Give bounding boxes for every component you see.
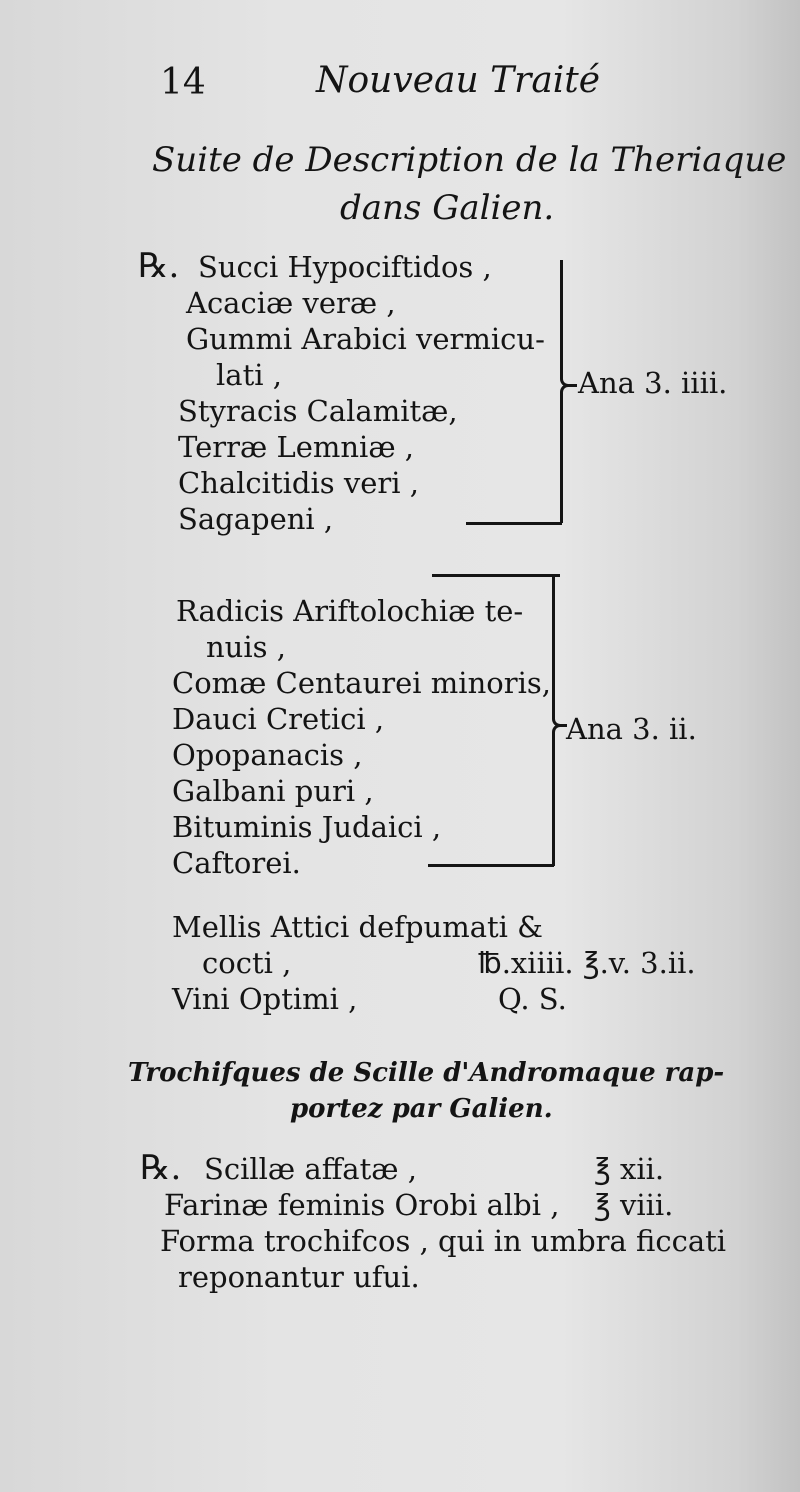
ingredient-line: Styracis Calamitæ,	[178, 394, 458, 428]
dose-label: ℥ viii.	[594, 1188, 674, 1222]
page-number: 14	[160, 62, 206, 103]
ingredient-line: Caftorei.	[172, 846, 301, 880]
instruction-line: reponantur ufui.	[178, 1260, 420, 1294]
instruction-line: Forma trochifcos , qui in umbra ficcati	[160, 1224, 727, 1258]
brace-overline	[432, 574, 560, 577]
ingredient-line: Radicis Ariftolochiæ te-	[176, 594, 524, 628]
ingredient-line: Scillæ affatæ ,	[204, 1152, 417, 1186]
running-title: Nouveau Traité	[316, 60, 601, 101]
dose-label: Q. S.	[498, 982, 567, 1016]
ingredient-line: Gummi Arabici vermicu-	[186, 322, 545, 356]
ingredient-line: Terræ Lemniæ ,	[178, 430, 415, 464]
ingredient-line: Dauci Cretici ,	[172, 702, 385, 736]
brace-top	[552, 576, 555, 712]
recipe-symbol-icon: ℞.	[138, 246, 180, 286]
brace-underline	[466, 522, 562, 525]
ingredient-line: Succi Hypociftidos ,	[198, 250, 492, 284]
ingredient-line: Bituminis Judaici ,	[172, 810, 442, 844]
brace-underline	[428, 864, 554, 867]
ingredient-line: Sagapeni ,	[178, 502, 334, 536]
brace-bottom	[552, 736, 555, 866]
section-title-line-1: Suite de Description de la Theriaque	[152, 140, 787, 180]
recipe-symbol-icon: ℞.	[140, 1148, 182, 1188]
section-2-title-line-2: portez par Galien.	[290, 1094, 553, 1124]
ingredient-line: lati ,	[216, 358, 282, 392]
ingredient-line: Vini Optimi ,	[172, 982, 358, 1016]
ingredient-line: Mellis Attici defpumati &	[172, 910, 543, 944]
ingredient-line: Comæ Centaurei minoris,	[172, 666, 551, 700]
dose-label: ℥ xii.	[594, 1152, 665, 1186]
ingredient-line: Opopanacis ,	[172, 738, 363, 772]
section-title-line-2: dans Galien.	[340, 188, 555, 228]
section-2-title-line-1: Trochifques de Scille d'Andromaque rap-	[128, 1058, 725, 1088]
dose-label: Ana 3. ii.	[566, 712, 697, 746]
ingredient-line: Galbani puri ,	[172, 774, 374, 808]
ingredient-line: cocti ,	[202, 946, 292, 980]
ingredient-line: nuis ,	[206, 630, 286, 664]
ingredient-line: Chalcitidis veri ,	[178, 466, 419, 500]
dose-label: ℔.xiiii. ℥.v. 3.ii.	[478, 946, 696, 980]
brace-top	[560, 260, 563, 372]
brace-bottom	[560, 398, 563, 523]
ingredient-line: Farinæ feminis Orobi albi ,	[164, 1188, 560, 1222]
dose-label: Ana 3. iiii.	[578, 366, 728, 400]
ingredient-line: Acaciæ veræ ,	[186, 286, 396, 320]
